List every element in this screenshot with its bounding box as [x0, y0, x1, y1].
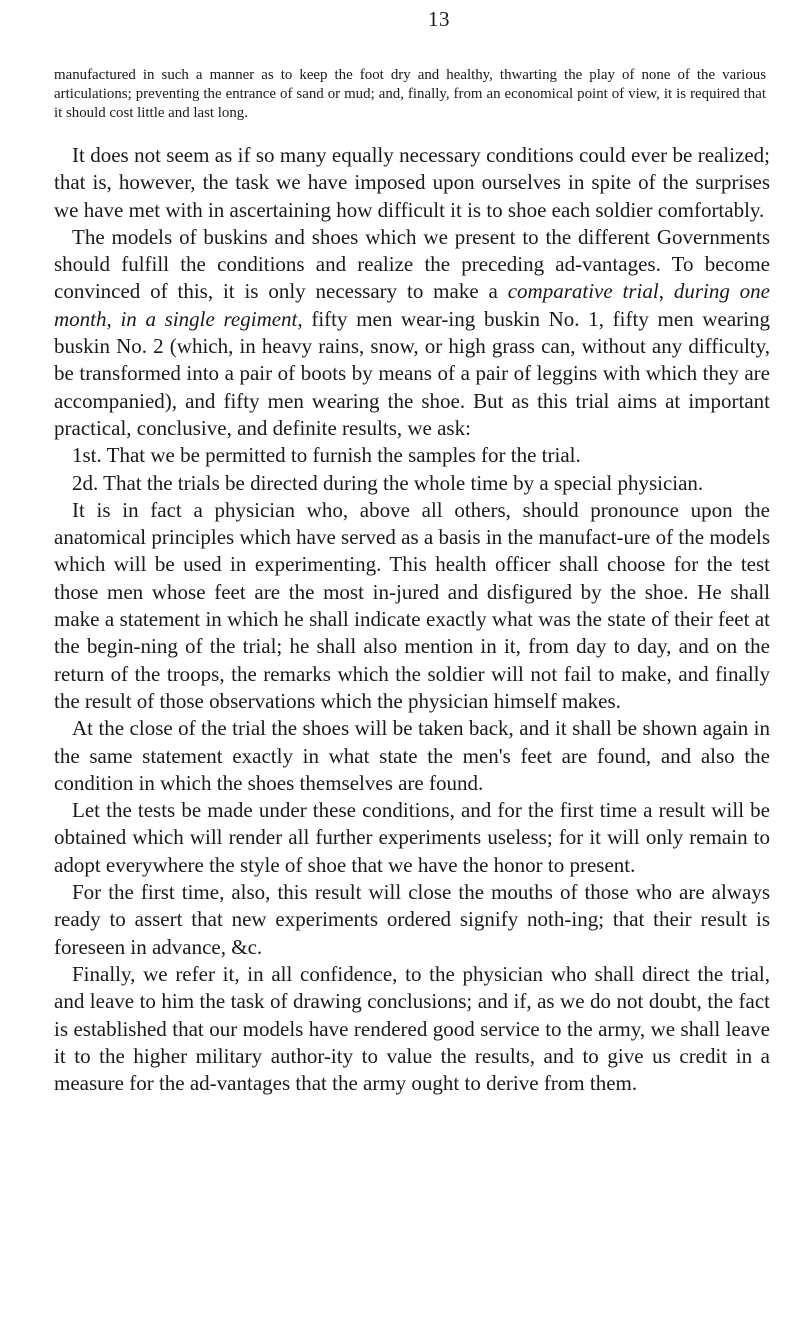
- paragraph-models-text-c: ,: [106, 306, 121, 331]
- paragraph-first-time: For the first time, also, this result will close the mouths of those who are always ready to assert that new experiments ordered signify noth-ing; that their result is foreseen in advance, &c.: [54, 880, 770, 959]
- italic-comparative-trial: comparative trial: [507, 279, 659, 304]
- paragraph-tests: Let the tests be made under these conditions, and for the first time a result will be obtained which will render all further experiments useless; for it will only remain to adopt everywhere the style of shoe that we have the honor to present.: [54, 798, 770, 877]
- page-number: 13: [428, 7, 450, 31]
- italic-during-one-month: during one month: [54, 279, 770, 331]
- paragraph-models-text-a: The models of buskins and shoes which we present to the different Governments should fulfill the conditions and realize the preceding ad-vantages. To become convinced of this, it is only necessary to make a: [54, 224, 770, 304]
- paragraph-finally: Finally, we refer it, in all confidence, to the physician who shall direct the trial, and leave to him the task of drawing conclusions; and if, as we do not doubt, the fact is established that our models have rendered good service to the army, we shall leave it to the higher military author-ity to value the results, and to give us credit in a measure for the ad-vantages that the army ought to derive from them.: [54, 961, 770, 1096]
- request-second: 2d. That the trials be directed during the whole time by a special physician.: [72, 470, 704, 495]
- paragraph-conditions: It does not seem as if so many equally necessary conditions could ever be realized; that is, however, the task we have imposed upon ourselves in spite of the surprises we have met with in ascertaining how difficult it is to shoe each soldier comfortably.: [54, 143, 770, 222]
- paragraph-models-text-d: , fifty men wear-ing buskin No. 1, fifty men wearing buskin No. 2 (which, in heavy rains, snow, or high grass can, without any difficulty, be transformed into a pair of boots by means of a pair of leggins with which they are accompanied), and fifty men wearing the shoe. But as this trial aims at important practical, conclusive, and definite results, we ask:: [54, 306, 771, 440]
- italic-single-regiment: in a single regiment: [120, 306, 298, 331]
- body-text: [54, 142, 770, 1097]
- paragraph-models: [54, 224, 770, 442]
- paragraph-models-text-b: ,: [658, 279, 674, 304]
- paragraph-physician: It is in fact a physician who, above all others, should pronounce upon the anatomical principles which have served as a basis in the manufact-ure of the models which will be used in experimenting. This health officer shall choose for the test those men whose feet are the most in-jured and disfigured by the shoe. He shall make a statement in which he shall indicate exactly what was the state of their feet at the begin-ning of the trial; he shall also mention in it, from day to day, and on the return of the troops, the remarks which the soldier will not fail to make, and finally the result of those observations which the physician himself makes.: [54, 497, 770, 713]
- request-first: 1st. That we be permitted to furnish the samples for the trial.: [72, 443, 581, 468]
- paragraph-close-of-trial: At the close of the trial the shoes will be taken back, and it shall be shown again in the same statement exactly in what state the men's feet are found, and also the condition in which the shoes themselves are found.: [54, 716, 770, 795]
- continued-paragraph: manufactured in such a manner as to keep the foot dry and healthy, thwarting the play of none of the various articulations; preventing the entrance of sand or mud; and, finally, from an economical point of view, it is required that it should cost little and last long.: [54, 67, 766, 122]
